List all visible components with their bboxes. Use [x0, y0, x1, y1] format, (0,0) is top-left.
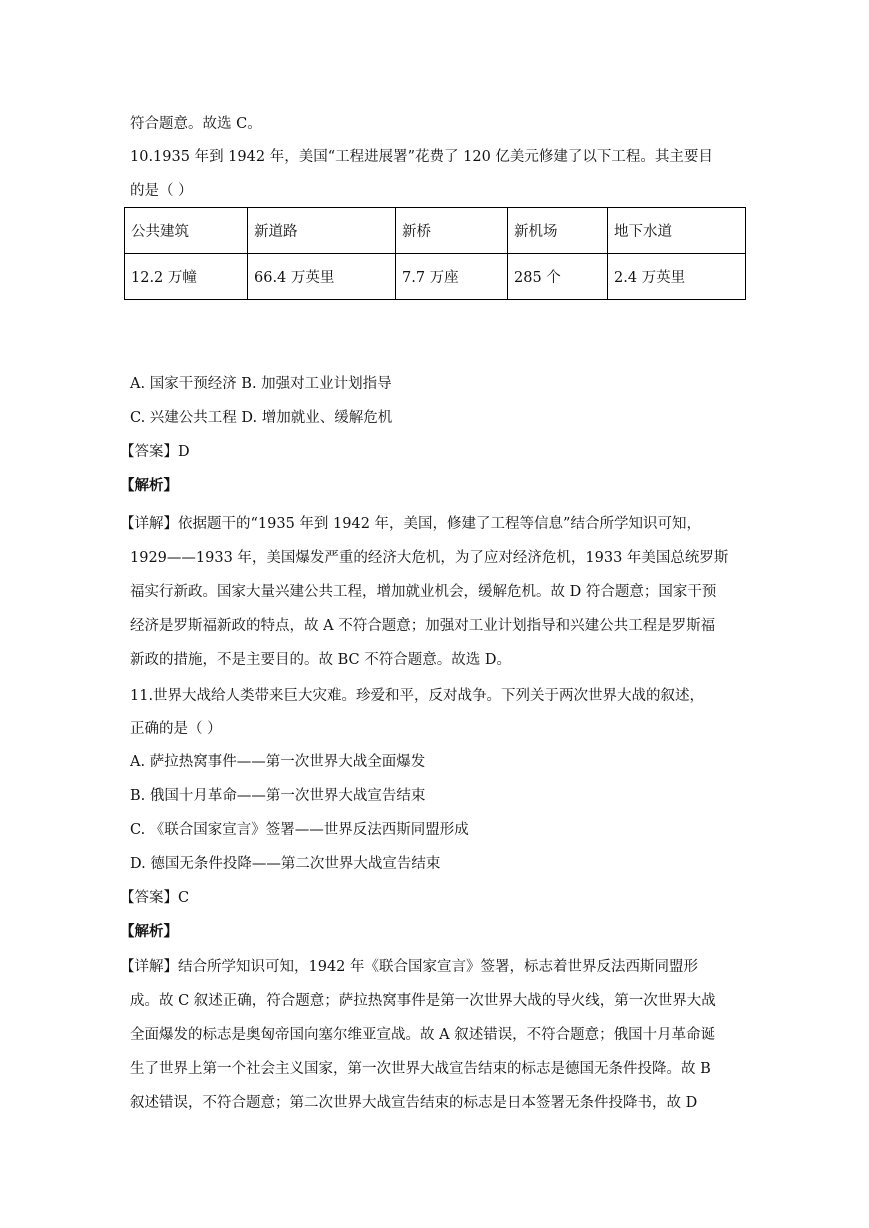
- explanation-line: 叙述错误，不符合题意；第二次世界大战宣告结束的标志是日本签署无条件投降书，故 D: [130, 1095, 698, 1111]
- analysis-label: 【解析】: [120, 477, 178, 494]
- explanation-line: 【详解】结合所学知识可知，1942 年《联合国家宣言》签署，标志着世界反法西斯同盟形: [120, 959, 699, 975]
- analysis-label: 【解析】: [120, 923, 178, 940]
- table-header-row: [125, 208, 746, 254]
- question-10-table: [124, 207, 746, 300]
- question-10-stem: 10.1935 年到 1942 年，美国“工程进展署”花费了 120 亿美元修建了以下工程。其主要目: [130, 149, 713, 165]
- explanation-line: 经济是罗斯福新政的特点，故 A 不符合题意；加强对工业计划指导和兴建公共工程是罗斯福: [130, 618, 716, 634]
- table-cell: 地下水道: [608, 208, 746, 254]
- text-line: 符合题意。故选 C。: [130, 116, 262, 132]
- explanation-line: 新政的措施，不是主要目的。故 BC 不符合题意。故选 D。: [130, 652, 511, 668]
- explanation-line: 福实行新政。国家大量兴建公共工程，增加就业机会，缓解危机。故 D 符合题意；国家干预: [130, 584, 717, 600]
- explanation-line: 生了世界上第一个社会主义国家，第一次世界大战宣告结束的标志是德国无条件投降。故 B: [130, 1061, 711, 1077]
- explanation-line: 1929——1933 年，美国爆发严重的经济大危机，为了应对经济危机，1933 年美国总统罗斯: [130, 550, 729, 566]
- explanation-line: 全面爆发的标志是奥匈帝国向塞尔维亚宣战。故 A 叙述错误，不符合题意；俄国十月革命诞: [130, 1027, 716, 1043]
- question-11-option-d: D. 德国无条件投降——第二次世界大战宣告结束: [130, 856, 441, 872]
- question-10-options-ab: A. 国家干预经济 B. 加强对工业计划指导: [130, 376, 392, 392]
- question-10-stem-end: 的是（ ）: [130, 183, 193, 199]
- question-11-option-c: C. 《联合国家宣言》签署——世界反法西斯同盟形成: [130, 822, 469, 838]
- question-11-stem: 11.世界大战给人类带来巨大灾难。珍爱和平，反对战争。下列关于两次世界大战的叙述，: [130, 688, 705, 704]
- table-cell: 285 个: [508, 254, 608, 300]
- table-cell: 12.2 万幢: [125, 254, 248, 300]
- question-10-options-cd: C. 兴建公共工程 D. 增加就业、缓解危机: [130, 410, 393, 426]
- question-11-option-b: B. 俄国十月革命——第一次世界大战宣告结束: [130, 788, 426, 804]
- explanation-line: 成。故 C 叙述正确，符合题意；萨拉热窝事件是第一次世界大战的导火线，第一次世界大战: [130, 993, 716, 1009]
- table-cell: 新道路: [248, 208, 396, 254]
- table-row: [125, 254, 746, 300]
- table-cell: 7.7 万座: [396, 254, 508, 300]
- answer-label: 【答案】D: [120, 444, 190, 460]
- question-11-option-a: A. 萨拉热窝事件——第一次世界大战全面爆发: [130, 754, 426, 770]
- table-cell: 公共建筑: [125, 208, 248, 254]
- table-cell: 新机场: [508, 208, 608, 254]
- explanation-line: 【详解】依据题干的“1935 年到 1942 年，美国，修建了工程等信息”结合所学知识可知，: [120, 516, 701, 532]
- table-cell: 2.4 万英里: [608, 254, 746, 300]
- answer-label: 【答案】C: [120, 890, 190, 906]
- table-cell: 新桥: [396, 208, 508, 254]
- question-11-stem-end: 正确的是（ ）: [130, 721, 222, 737]
- table-cell: 66.4 万英里: [248, 254, 396, 300]
